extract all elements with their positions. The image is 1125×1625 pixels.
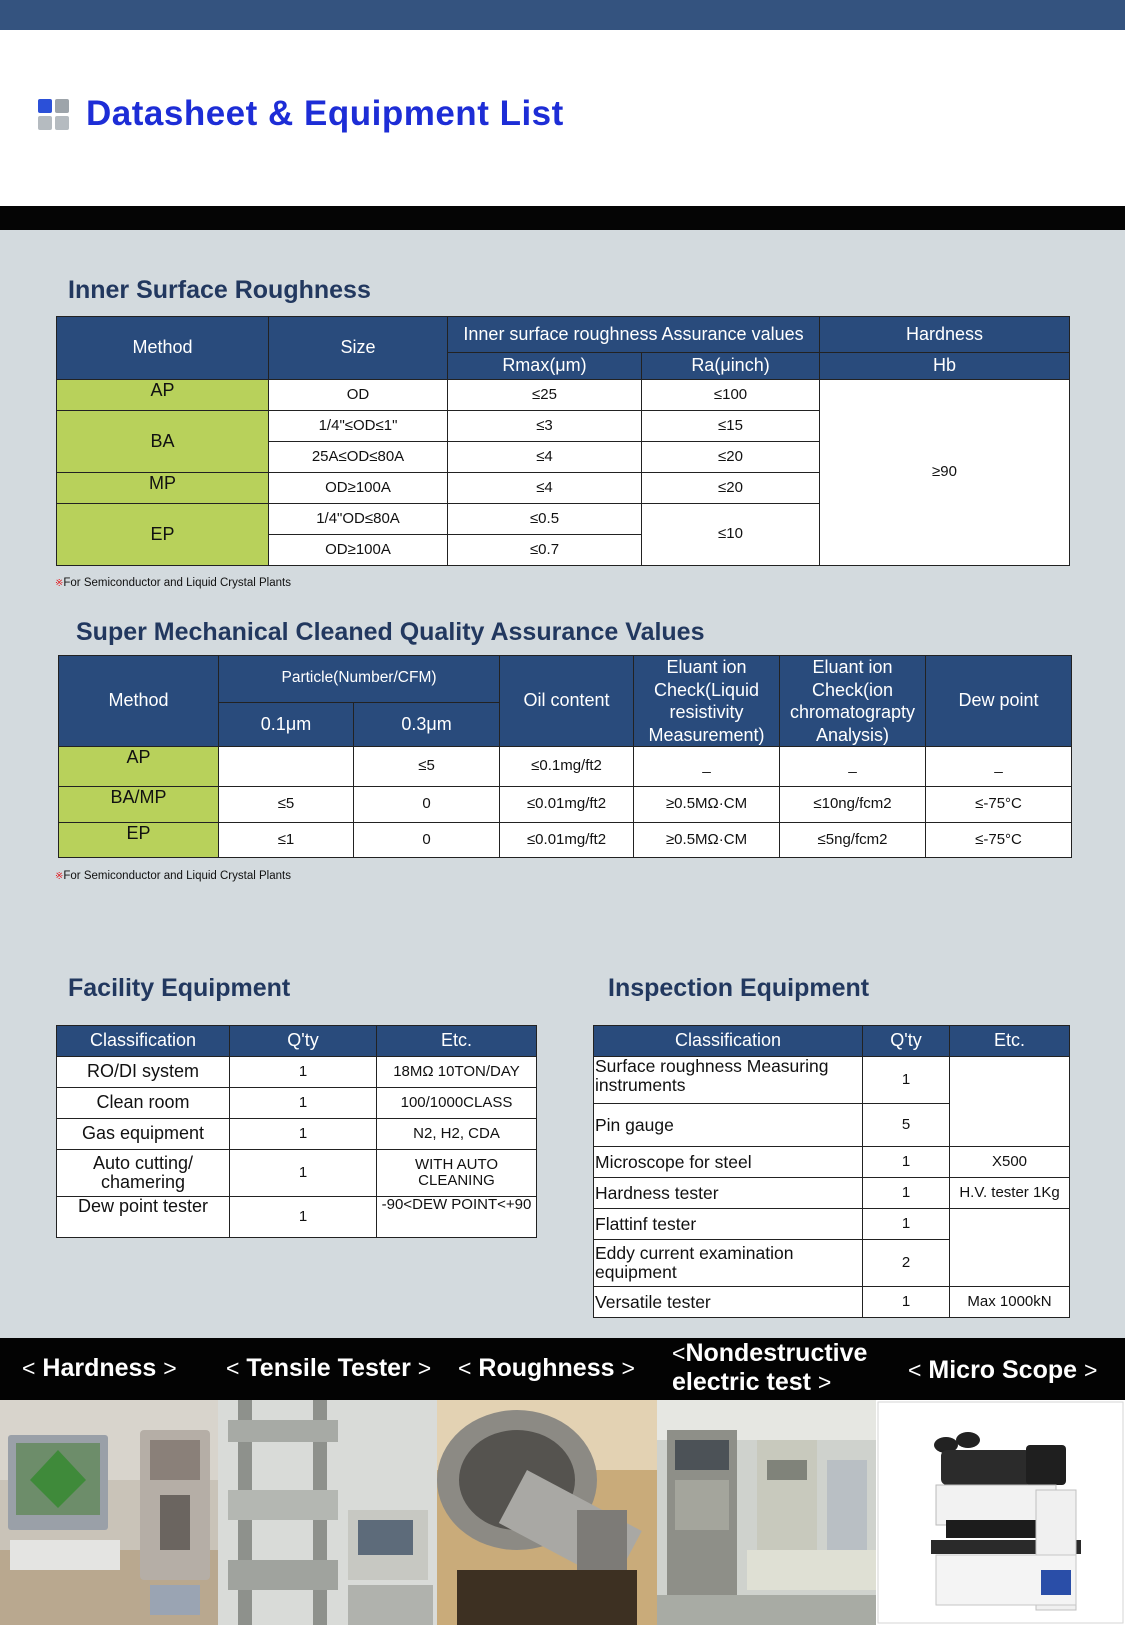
oil-cell: ≤0.1mg/ft2 <box>500 747 634 787</box>
method-cell: AP <box>57 380 269 411</box>
qty-cell: 1 <box>863 1178 950 1209</box>
col-eluant-ion: Eluant ion Check(ion chromatograpty Analysis) <box>780 656 926 747</box>
size-cell: OD <box>269 380 448 411</box>
p03-cell: ≤5 <box>354 747 500 787</box>
roughness-title: Inner Surface Roughness <box>68 276 371 304</box>
classification-cell: Hardness tester <box>594 1178 863 1209</box>
col-assurance: Inner surface roughness Assurance values <box>448 317 820 353</box>
method-cell: BA <box>57 411 269 473</box>
ra-cell: ≤10 <box>642 504 820 566</box>
method-cell: EP <box>59 823 219 858</box>
roughness-tester-photo <box>437 1400 657 1625</box>
dew-cell: _ <box>926 747 1072 787</box>
classification-cell: Versatile tester <box>594 1287 863 1318</box>
eluant-ion-cell: _ <box>780 747 926 787</box>
col-classification: Classification <box>57 1026 230 1057</box>
table-row <box>594 1287 1070 1318</box>
col-classification: Classification <box>594 1026 863 1057</box>
hardness-tester-photo <box>0 1400 218 1625</box>
p01-cell <box>219 747 354 787</box>
table-row <box>57 1088 537 1119</box>
page-title: Datasheet & Equipment List <box>86 94 564 133</box>
inspection-table <box>593 1025 1070 1318</box>
size-cell: 1/4"≤OD≤1" <box>269 411 448 442</box>
col-particle: Particle(Number/CFM) <box>219 656 500 703</box>
table-row <box>59 747 1072 787</box>
qty-cell: 5 <box>863 1104 950 1147</box>
table-row <box>57 1150 537 1197</box>
table-row <box>59 787 1072 823</box>
p03-cell: 0 <box>354 787 500 823</box>
etc-cell: N2, H2, CDA <box>377 1119 537 1150</box>
classification-cell: Microscope for steel <box>594 1147 863 1178</box>
oil-cell: ≤0.01mg/ft2 <box>500 787 634 823</box>
eluant-liquid-cell: ≥0.5MΩ·CM <box>634 787 780 823</box>
col-rmax: Rmax(μm) <box>448 353 642 380</box>
table-row <box>59 823 1072 858</box>
classification-cell: Clean room <box>57 1088 230 1119</box>
etc-cell: H.V. tester 1Kg <box>950 1178 1070 1209</box>
table-row <box>57 380 1070 411</box>
note-mark-icon: ※ <box>55 871 64 882</box>
table-row <box>594 1178 1070 1209</box>
cleaned-table <box>58 655 1072 858</box>
table-row <box>57 1197 537 1238</box>
etc-cell: 100/1000CLASS <box>377 1088 537 1119</box>
col-eluant-liquid: Eluant ion Check(Liquid resistivity Measurement) <box>634 656 780 747</box>
qty-cell: 1 <box>230 1150 377 1197</box>
rmax-cell: ≤3 <box>448 411 642 442</box>
qty-cell: 1 <box>230 1088 377 1119</box>
size-cell: 25A≤OD≤80A <box>269 442 448 473</box>
cleaned-title: Super Mechanical Cleaned Quality Assurance Values <box>76 618 705 646</box>
ra-cell: ≤20 <box>642 473 820 504</box>
etc-cell: -90<DEW POINT<+90 <box>377 1197 537 1238</box>
classification-cell: RO/DI system <box>57 1057 230 1088</box>
qty-cell: 2 <box>863 1240 950 1287</box>
size-cell: OD≥100A <box>269 473 448 504</box>
eluant-ion-cell: ≤10ng/fcm2 <box>780 787 926 823</box>
ra-cell: ≤100 <box>642 380 820 411</box>
table-row <box>57 1119 537 1150</box>
method-cell: MP <box>57 473 269 504</box>
etc-cell: X500 <box>950 1147 1070 1178</box>
qty-cell: 1 <box>230 1197 377 1238</box>
note-mark-icon: ※ <box>55 578 64 589</box>
col-p03: 0.3μm <box>354 702 500 747</box>
cleaned-note <box>55 870 291 882</box>
col-qty: Q'ty <box>230 1026 377 1057</box>
col-etc: Etc. <box>377 1026 537 1057</box>
col-method: Method <box>57 317 269 380</box>
caption-tensile-tester: < Tensile Tester > <box>226 1354 432 1382</box>
p01-cell: ≤1 <box>219 823 354 858</box>
hardness-value: ≥90 <box>820 380 1070 566</box>
rmax-cell: ≤25 <box>448 380 642 411</box>
note-text: For Semiconductor and Liquid Crystal Plants <box>63 870 291 882</box>
qty-cell: 1 <box>863 1287 950 1318</box>
rmax-cell: ≤4 <box>448 473 642 504</box>
qty-cell: 1 <box>863 1057 950 1104</box>
classification-cell: Gas equipment <box>57 1119 230 1150</box>
table-row <box>594 1057 1070 1104</box>
roughness-note <box>55 577 291 589</box>
nondestructive-tester-photo <box>657 1400 876 1625</box>
etc-cell <box>950 1209 1070 1287</box>
grid-logo-icon <box>38 99 72 133</box>
classification-cell: Surface roughness Measuring instruments <box>594 1057 863 1104</box>
method-cell: BA/MP <box>59 787 219 823</box>
col-size: Size <box>269 317 448 380</box>
ra-cell: ≤15 <box>642 411 820 442</box>
header-divider <box>0 206 1125 230</box>
top-bar <box>0 0 1125 30</box>
classification-cell: Eddy current examination equipment <box>594 1240 863 1287</box>
facility-title: Facility Equipment <box>68 974 291 1002</box>
etc-cell <box>950 1057 1070 1147</box>
qty-cell: 1 <box>863 1147 950 1178</box>
qty-cell: 1 <box>230 1119 377 1150</box>
etc-cell: WITH AUTO CLEANING <box>377 1150 537 1197</box>
caption-micro-scope: < Micro Scope > <box>908 1356 1098 1384</box>
dew-cell: ≤-75°C <box>926 787 1072 823</box>
col-dew: Dew point <box>926 656 1072 747</box>
method-cell: EP <box>57 504 269 566</box>
col-oil: Oil content <box>500 656 634 747</box>
caption-hardness: < Hardness > <box>22 1354 177 1382</box>
note-text: For Semiconductor and Liquid Crystal Plants <box>63 577 291 589</box>
classification-cell: Dew point tester <box>57 1197 230 1238</box>
p03-cell: 0 <box>354 823 500 858</box>
size-cell: 1/4"OD≤80A <box>269 504 448 535</box>
rmax-cell: ≤0.7 <box>448 535 642 566</box>
col-ra: Ra(μinch) <box>642 353 820 380</box>
size-cell: OD≥100A <box>269 535 448 566</box>
tensile-tester-photo <box>218 1400 437 1625</box>
col-qty: Q'ty <box>863 1026 950 1057</box>
table-row <box>57 1057 537 1088</box>
eluant-ion-cell: ≤5ng/fcm2 <box>780 823 926 858</box>
etc-cell: 18MΩ 10TON/DAY <box>377 1057 537 1088</box>
classification-cell: Flattinf tester <box>594 1209 863 1240</box>
caption-nondestructive: <Nondestructive electric test > <box>672 1339 868 1396</box>
p01-cell: ≤5 <box>219 787 354 823</box>
qty-cell: 1 <box>230 1057 377 1088</box>
eluant-liquid-cell: ≥0.5MΩ·CM <box>634 823 780 858</box>
col-p01: 0.1μm <box>219 702 354 747</box>
col-hardness: Hardness <box>820 317 1070 353</box>
col-etc: Etc. <box>950 1026 1070 1057</box>
qty-cell: 1 <box>863 1209 950 1240</box>
roughness-table <box>56 316 1070 566</box>
eluant-liquid-cell: _ <box>634 747 780 787</box>
etc-cell: Max 1000kN <box>950 1287 1070 1318</box>
caption-roughness: < Roughness > <box>458 1354 635 1382</box>
micro-scope-photo <box>876 1400 1125 1625</box>
oil-cell: ≤0.01mg/ft2 <box>500 823 634 858</box>
method-cell: AP <box>59 747 219 787</box>
inspection-title: Inspection Equipment <box>608 974 870 1002</box>
rmax-cell: ≤0.5 <box>448 504 642 535</box>
col-method: Method <box>59 656 219 747</box>
facility-table <box>56 1025 537 1238</box>
table-row <box>594 1209 1070 1240</box>
col-hb: Hb <box>820 353 1070 380</box>
classification-cell: Pin gauge <box>594 1104 863 1147</box>
dew-cell: ≤-75°C <box>926 823 1072 858</box>
table-row <box>594 1147 1070 1178</box>
ra-cell: ≤20 <box>642 442 820 473</box>
rmax-cell: ≤4 <box>448 442 642 473</box>
classification-cell: Auto cutting/ chamering <box>57 1150 230 1197</box>
